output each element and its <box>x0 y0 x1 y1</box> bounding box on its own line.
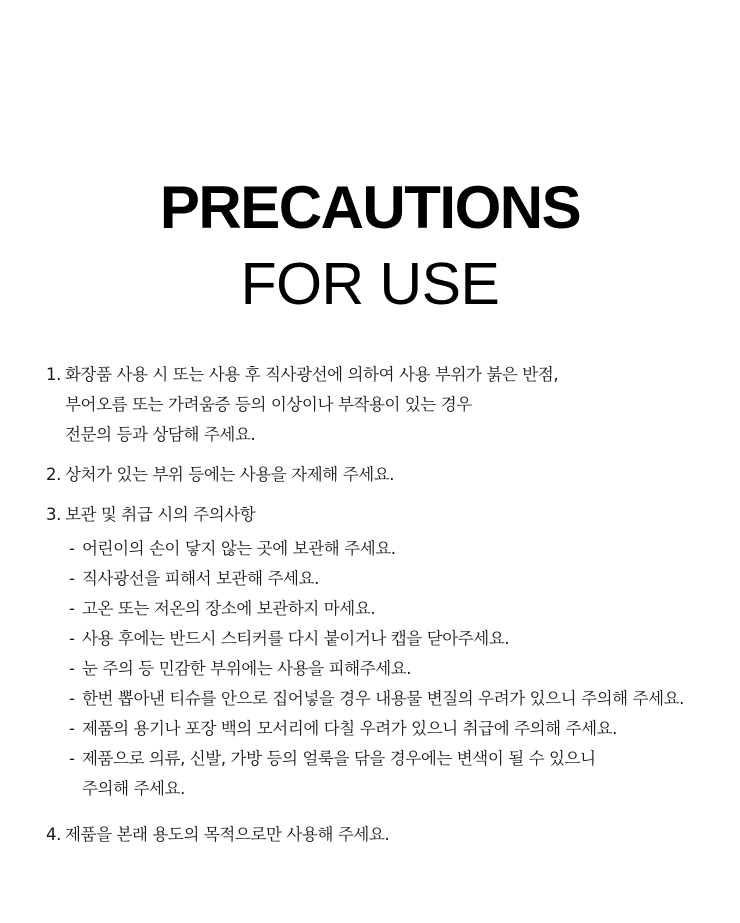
sub-item-text: 제품의 용기나 포장 백의 모서리에 다칠 우려가 있으니 취급에 주의해 주세요. <box>82 719 618 738</box>
list-item-4 <box>46 820 726 850</box>
sub-item-text: 눈 주의 등 민감한 부위에는 사용을 피해주세요. <box>82 659 412 678</box>
item-number: 2. <box>46 465 61 484</box>
item-number: 4. <box>46 825 61 844</box>
dash-marker: - <box>69 599 75 618</box>
item-number: 1. <box>46 365 61 384</box>
precautions-list <box>46 360 726 850</box>
sub-item <box>69 714 726 744</box>
item-text: 전문의 등과 상담해 주세요. <box>65 425 256 444</box>
sub-list <box>69 534 726 804</box>
dash-marker: - <box>69 719 75 738</box>
item-text: 제품을 본래 용도의 목적으로만 사용해 주세요. <box>65 825 390 844</box>
page-title <box>0 172 740 318</box>
sub-item <box>69 594 726 624</box>
item-text: 상처가 있는 부위 등에는 사용을 자제해 주세요. <box>65 465 395 484</box>
sub-item-text: 한번 뽑아낸 티슈를 안으로 집어넣을 경우 내용물 변질의 우려가 있으니 주의해 주세요. <box>82 689 685 708</box>
sub-item <box>69 744 726 804</box>
dash-marker: - <box>69 539 75 558</box>
dash-marker: - <box>69 629 75 648</box>
list-item-1 <box>46 360 726 450</box>
sub-item-text: 제품으로 의류, 신발, 가방 등의 얼룩을 닦을 경우에는 변색이 될 수 있으니 <box>82 749 596 768</box>
dash-marker: - <box>69 659 75 678</box>
item-text: 보관 및 취급 시의 주의사항 <box>65 505 256 524</box>
dash-marker: - <box>69 749 75 768</box>
sub-item <box>69 684 726 714</box>
item-number: 3. <box>46 505 61 524</box>
item-text: 화장품 사용 시 또는 사용 후 직사광선에 의하여 사용 부위가 붉은 반점, <box>65 365 559 384</box>
dash-marker: - <box>69 689 75 708</box>
sub-item-text: 직사광선을 피해서 보관해 주세요. <box>82 569 319 588</box>
sub-item-text: 주의해 주세요. <box>82 779 185 798</box>
dash-marker: - <box>69 569 75 588</box>
list-item-3 <box>46 500 726 804</box>
sub-item-text: 사용 후에는 반드시 스티커를 다시 붙이거나 캡을 닫아주세요. <box>82 629 510 648</box>
item-text: 부어오름 또는 가려움증 등의 이상이나 부작용이 있는 경우 <box>65 395 472 414</box>
sub-item <box>69 624 726 654</box>
title-line-1: PRECAUTIONS <box>159 174 581 241</box>
list-item-2 <box>46 460 726 490</box>
sub-item-text: 어린이의 손이 닿지 않는 곳에 보관해 주세요. <box>82 539 396 558</box>
sub-item-text: 고온 또는 저온의 장소에 보관하지 마세요. <box>82 599 376 618</box>
sub-item <box>69 654 726 684</box>
sub-item <box>69 564 726 594</box>
title-line-2: FOR USE <box>240 251 500 317</box>
sub-item <box>69 534 726 564</box>
